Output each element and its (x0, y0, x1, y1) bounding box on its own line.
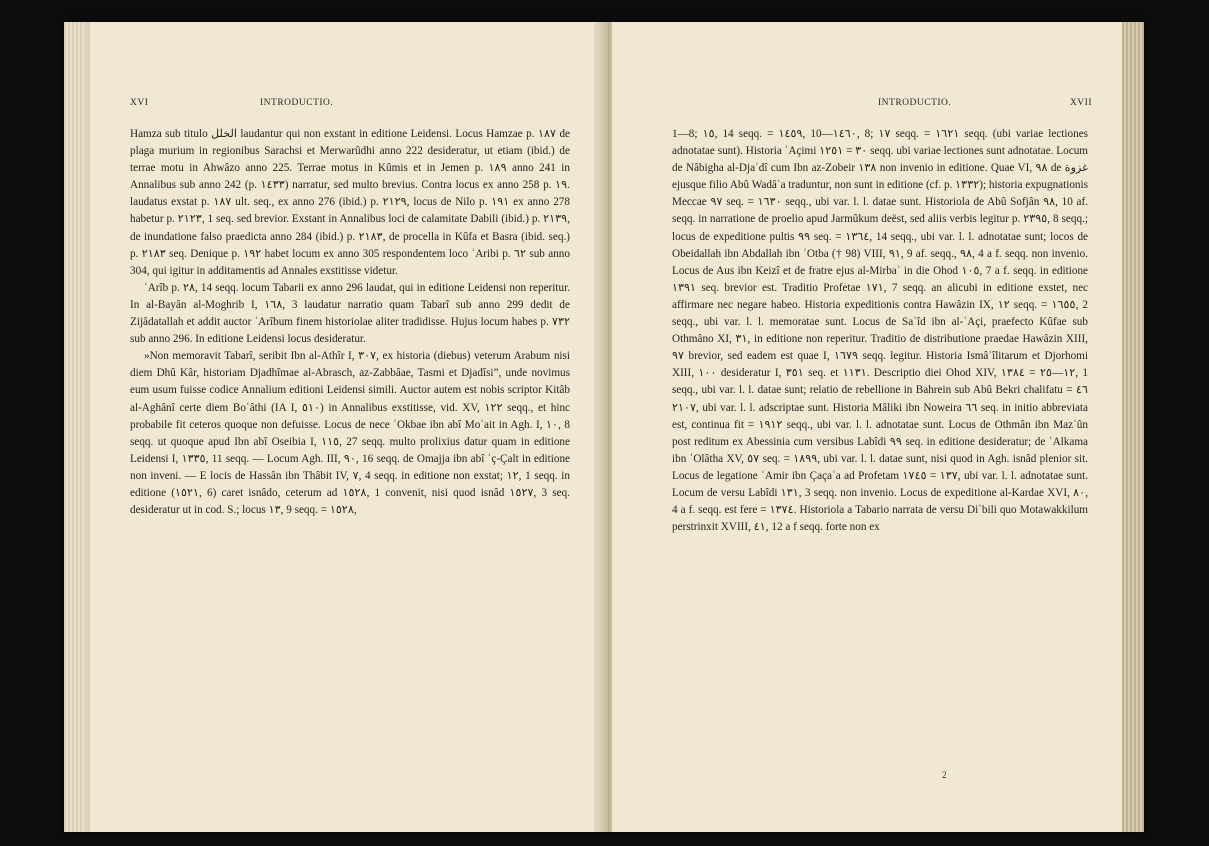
left-paragraph-1: Hamza sub titulo الخلل laudantur qui non exstant in editione Leidensi. Locus Hamzae p. ١٨٧ de plaga murium in regionibus Sarachsi et Merwarûdhi anno 222 desideratur, ut etiam (ibid.) de terrae motu in Ahwâzo anno 225. Terrae motus in Kûmis et in Jemen p. ١٨٩ anno 241 in Annalibus sub anno 242 (p. ١٤٣٣) narratur, sed multo brevius. Contra locus ex anno 258 p. ١٩. laudatus exstat p. ١٨٧ ult. seq., ex anno 276 (ibid.) p. ٢١٢٩, locus de Nilo p. ١٩١ ex anno 278 habetur p. ٢١٢٣, 1 seq. sed brevior. Exstant in Annalibus loci de calamitate Dabili (ibid.) p. ٢١٣٩, de inundatione falso praedicta anno 284 (ibid.) p. ٢١٨٣, de procella in Kûfa et Basra (ibid. seq.) p. ٢١٨٣ seq. Denique p. ١٩٢ habet locum ex anno 305 respondentem loco ʿAribi p. ٦٢ sub anno 304, qui igitur in additamentis ad Annales exstitisse videtur. (130, 128, 571, 277)
right-page-number: XVII (1069, 98, 1092, 108)
right-page (612, 22, 1130, 832)
left-text-block (130, 126, 570, 519)
book-spread (64, 22, 1144, 832)
right-text-block (672, 126, 1088, 536)
left-page-number: XVI (130, 98, 149, 108)
left-paragraph-3: »Non memoravit Tabarî, seribit Ibn al-Athîr I, ٣٠٧, ex historia (diebus) veterum Arabum nisi diem Dhû Kâr, historiam Djadhîmae al-Abrasch, az-Zabbâae, Tasmi et Djadîsi”, unde novimus eum usum fuisse codice Annalium editioni Leidensi simili. Auctor autem est nobis scriptor Kitâb al-Aghânî certe diem Boʿâthi (IA I, ٥١٠) in Annalibus exstitisse, vid. XV, ١٢٢ seqq., et hinc probabile fit ceteros quoque non defuisse. Locus de nece ʿOkbae ibn abî Moʿait in Agh. I, ١٠, 8 seqq. ut quoque apud Ibn abî Oseibia I, ١١٥, 27 seqq. multo prolixius datur quam in editione Leidensi I, ١٣٣٥, 11 seqq. — Locum Agh. III, ٩٠, 16 seqq. de Omajja ibn abî ʾç-Çalt in editione non inveni. — E locis de Hassân ibn Thâbit IV, ٧, 4 seqq. in editione non exstat; ١٢, 1 seqq. in editione (١٥٢١, 6) caret isnâdo, ceterum ad ١٥٢٨, 1 convenit, nisi quod isnâd ١٥٢٧, 3 seq. desideratur ut in cod. S.; locus ١٣, 9 seqq. = ١٥٢٨, (130, 350, 571, 517)
left-paragraph-2: ʿArîb p. ٢٨, 14 seqq. locum Tabarii ex anno 296 laudat, qui in editione Leidensi non reperitur. In al-Bayân al-Moghrib I, ١٦٨, 3 laudatur narratio quam Tabarî sub anno 299 dedit de Zijâdatallah et addit auctor ʿArîbum finem historiolae aliter tradidisse. Hujus locum habes p. ٧٣٢ sub anno 296. In editione Leidensi locus desideratur. (130, 281, 570, 346)
left-page (84, 22, 610, 832)
right-running-title: INTRODUCTIO. (878, 98, 952, 108)
page-edges-right (1122, 22, 1144, 832)
right-paragraph-1: 1—8; ١٥, 14 seqq. = ١٤٥٩, 10—١٤٦٠, 8; ١٧ seqq. = ١٦٢١ seqq. (ubi variae lectiones adnotatae sunt). Historia ʿAçimi ٣٠ = ١٢٥١ seqq. ubi variae lectiones sunt adnotatae. Locum de Nâbigha al-Djaʿdî cum Ibn az-Zobeir ١٣٨ non invenio in editione. Quae VI, ٩٨ de غزوة ejusque filio Abû Wadâʿa traduntur, non sunt in editione (cf. p. ١٣٣٢); historia expugnationis Meccae ٩٧ seq. = ١٦٣٠ seqq., ubi var. l. l. datae sunt. Historiola de Abû Sofjân ٩٨, 10 af. seqq. in narratione de proelio apud Jarmûkum deëst, sed aliis verbis legitur p. ٢٣٩٥, 8 seqq.; locus de expeditione pultis ٩٩ seq. = ١٣٦٤, 14 seqq., ubi var. l. l. adnotatae sunt; locos de Obeidallah ibn Abdallah ibn ʿOtba († 98) VIII, ٩١, 9 af. seqq., ٩٨, 4 a f. seqq. non invenio. Locus de Aus ibn Keizî et de fratre ejus al-Mirbaʿ in die Ohod ١٠٥, 7 a f. seqq. in editione ١٣٩١ seq. brevior est. Traditio Profetae ١٧١, 7 seqq. an alicubi in editione exstet, nec affirmare nec negare habeo. Historia expeditionis contra Hawâzin IX, ١٢ seqq. = ١٦٥٥, 2 seqq., ubi var. l. l. memoratae sunt. Locus de Saʿîd ibn al-ʿAçi, praefecto Kûfae sub Othmâno XI, ٣١, in editione non reperitur. Traditio de distributione praedae Hawâzin XIII, ٩٧ brevior, sed eadem est quae I, ١٦٧٩ seqq. legitur. Historia Ismâʿîlitarum et Djorhomi XIII, ١٠٠ desideratur I, ٣٥١ seq. et ١١٣١. Descriptio diei Ohod XIV, ١٢—٢٥ = ١٣٨٤, 1 seqq., ubi var. l. l. datae sunt; relatio de rebellione in Bahrein sub Abû Bekri chalifatu ٤٦ = ٢١٠٧, ubi var. l. l. adscriptae sunt. Historia Mâliki ibn Noweira ٦٦ seq. in initio abbreviata est, continua fit = ١٩١٢ seqq., ubi var. l. l. adnotatae sunt. Locus de Othmân ibn Mazʿûn post reditum ex Abessinia cum versibus Labîdi ٩٩ seq. in editione desideratur; de ʿAlkama ibn ʿOlâtha XV, ٥٧ seq. = ١٨٩٩, ubi var. l. l. datae sunt, nisi quod in Agh. isnâd plenior sit. Locus de legatione ʿAmir ibn Çaçaʿa ad Profetam ١٣٧ = ١٧٤٥, ubi var. l. l. adnotatae sunt. Locum de versu Labîdi ١٣١, 3 seqq. non invenio. Locus de expeditione al-Kardae XVI, ٨٠, 4 a f. seqq. est fere = ١٣٧٤. Historiola a Tabario narrata de versu Diʿbili quo Motawakkilum perstrinxit XVIII, ٤١, 12 a f seqq. forte non ex (672, 128, 1089, 534)
left-running-title: INTRODUCTIO. (260, 98, 334, 108)
page-edges-left (64, 22, 84, 832)
signature-mark: 2 (942, 770, 947, 780)
